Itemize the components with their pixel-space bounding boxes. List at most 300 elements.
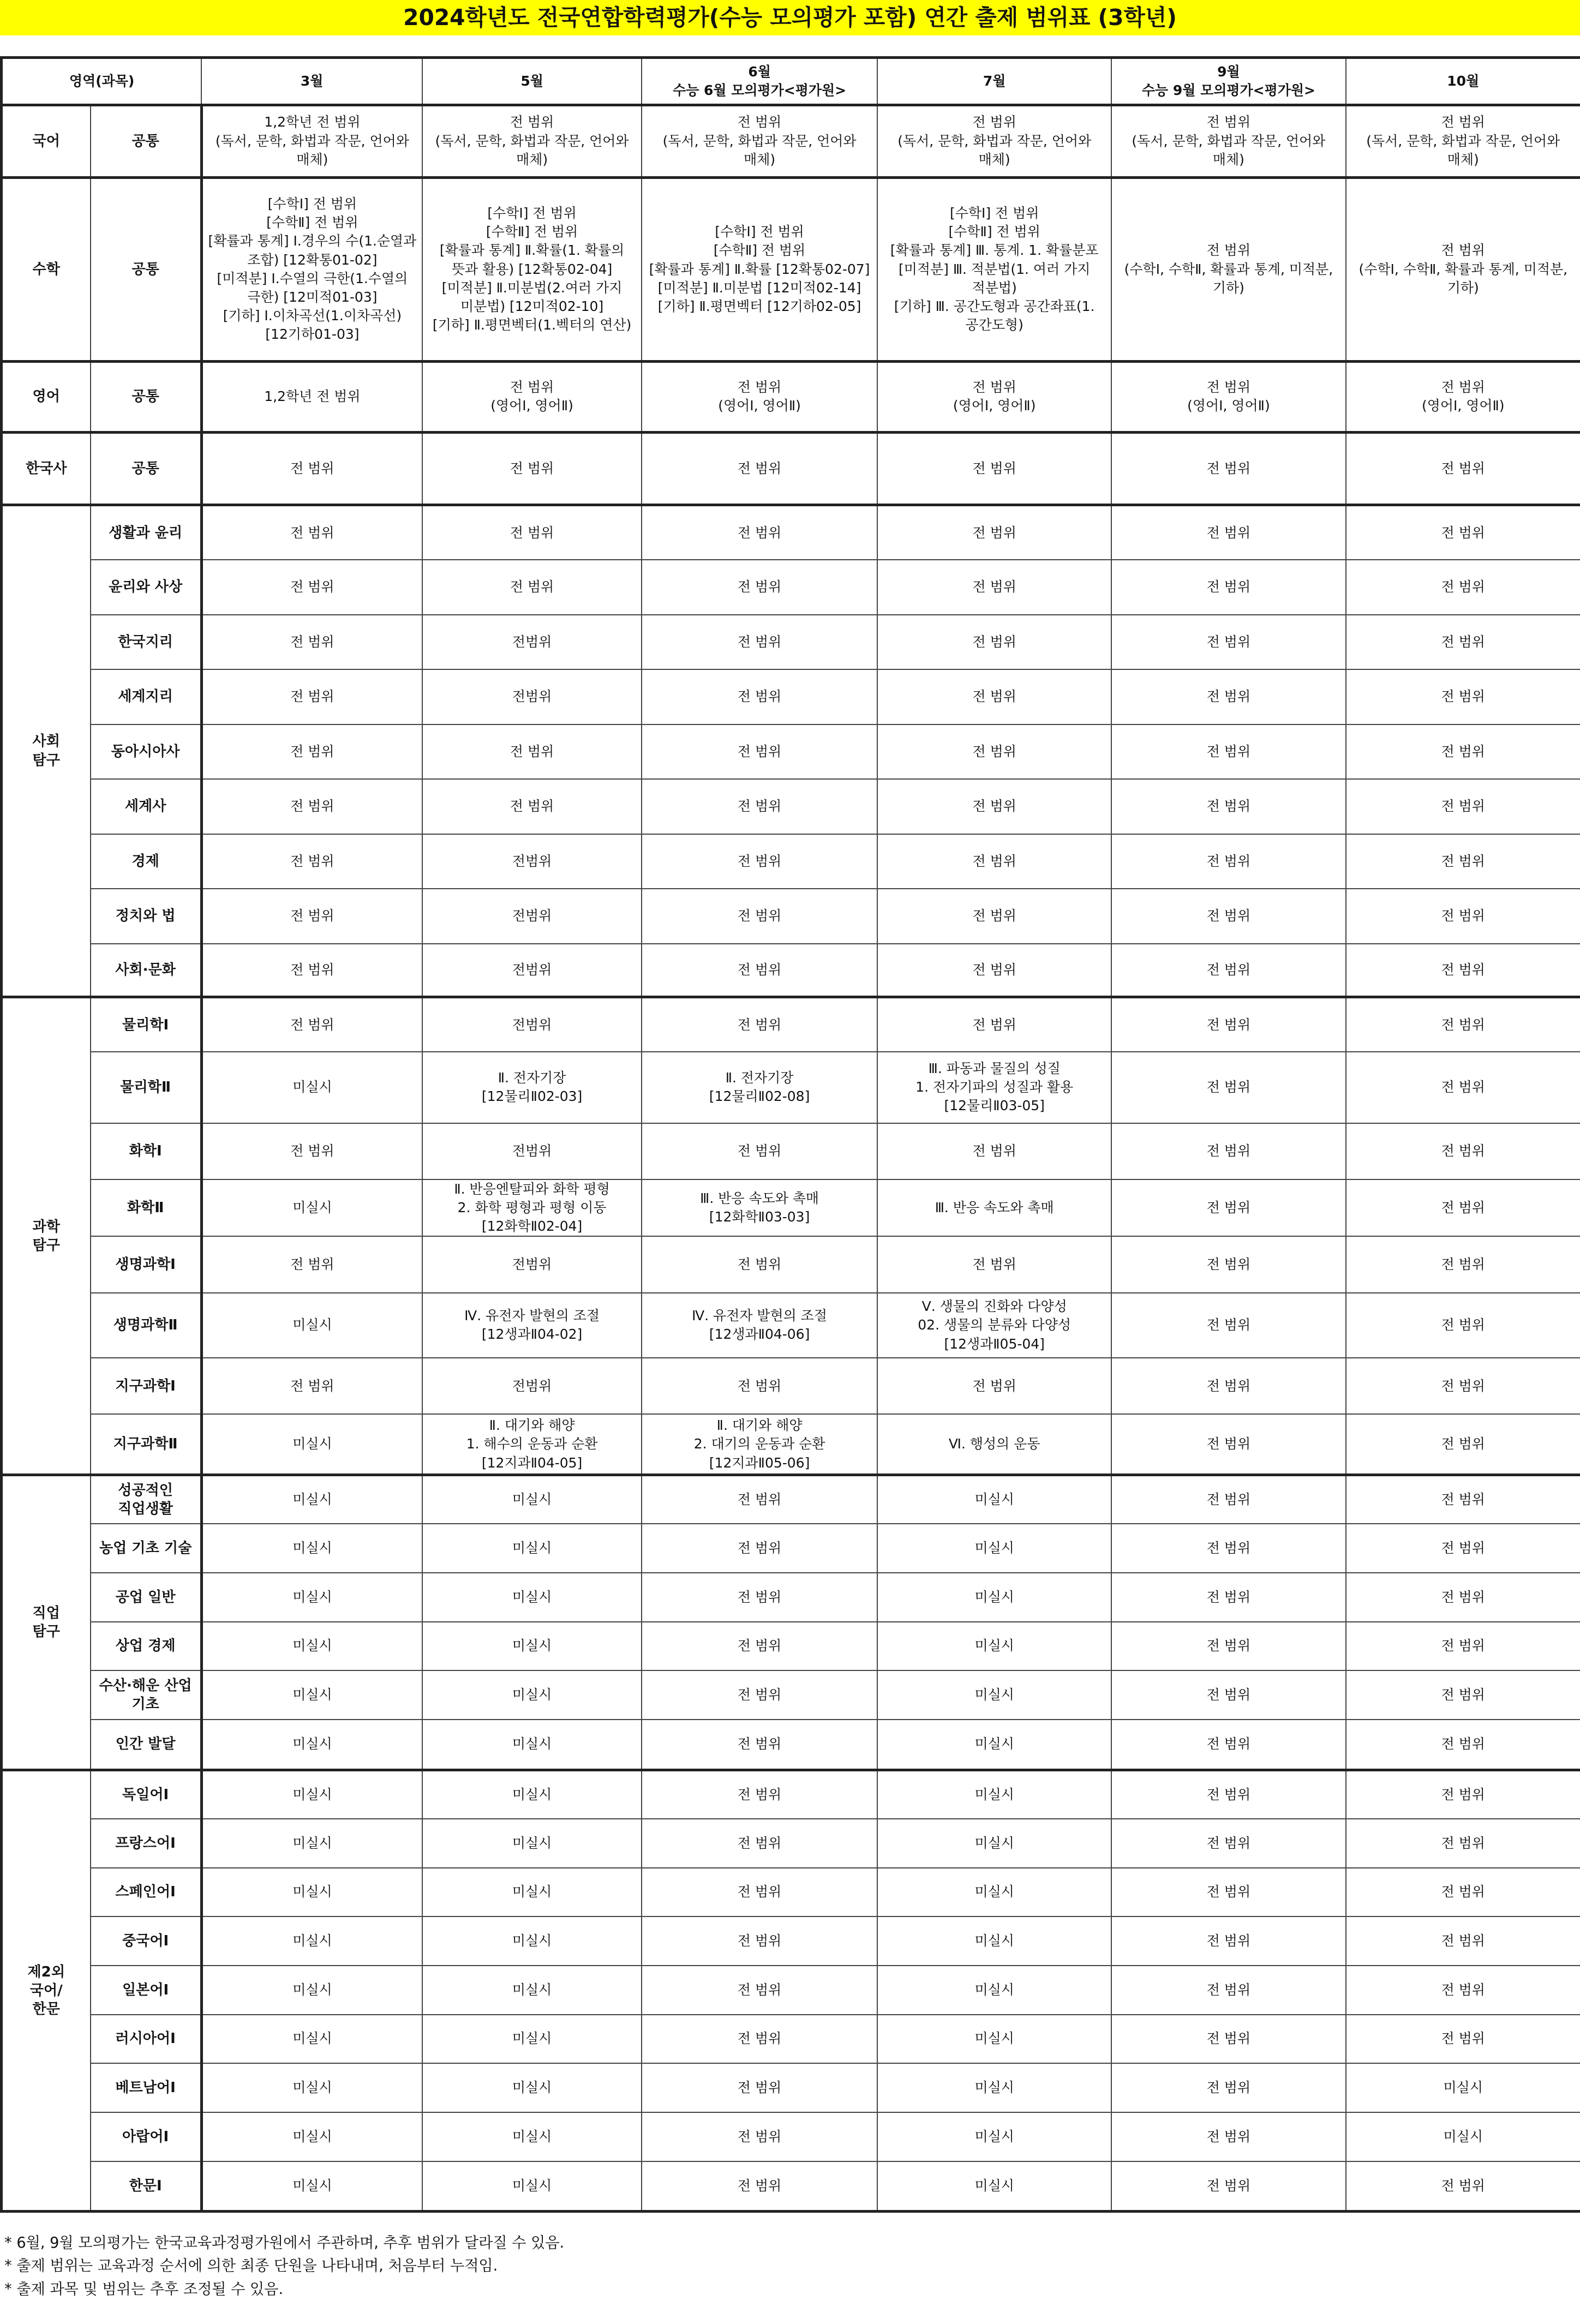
subject-label: 지구과학Ⅰ	[91, 1358, 202, 1414]
scope-cell: 전 범위	[1111, 615, 1345, 670]
scope-cell: 전 범위	[1111, 669, 1345, 724]
exam-scope-table	[0, 56, 1580, 2213]
scope-cell: 전 범위	[201, 433, 422, 505]
scope-cell: 전 범위 (독서, 문학, 화법과 작문, 언어와 매체)	[1111, 105, 1345, 177]
scope-cell: 전 범위	[1111, 1868, 1345, 1917]
scope-cell: 미실시	[877, 2063, 1111, 2112]
scope-cell: 미실시	[1346, 2112, 1580, 2161]
subject-label: 일본어Ⅰ	[91, 1966, 202, 2015]
table-row	[2, 724, 1580, 780]
scope-cell: 전 범위	[1111, 834, 1345, 889]
table-row	[2, 2161, 1580, 2212]
scope-cell: Ⅱ. 전자기장 [12물리Ⅱ02-03]	[422, 1052, 642, 1123]
subject-label: 정치와 법	[91, 889, 202, 944]
table-row	[2, 615, 1580, 670]
scope-cell: 전범위	[422, 889, 642, 944]
area-label: 수학	[2, 177, 91, 361]
scope-cell: 전 범위	[642, 779, 877, 834]
table-row	[2, 1720, 1580, 1770]
scope-cell: 전 범위	[642, 834, 877, 889]
scope-cell: 전 범위 (영어Ⅰ, 영어Ⅱ)	[1346, 361, 1580, 432]
scope-cell: 전 범위	[642, 889, 877, 944]
area-label: 사회 탐구	[2, 505, 91, 997]
scope-cell: 전 범위 (영어Ⅰ, 영어Ⅱ)	[1111, 361, 1345, 432]
scope-cell: 전 범위	[1111, 997, 1345, 1052]
scope-cell: 미실시	[422, 1819, 642, 1868]
scope-cell: 전 범위	[877, 433, 1111, 505]
subject-label: 세계사	[91, 779, 202, 834]
scope-cell: 전 범위	[642, 1358, 877, 1414]
scope-cell: 미실시	[201, 2161, 422, 2212]
scope-cell: 전 범위	[201, 834, 422, 889]
scope-cell: Ⅵ. 행성의 운동	[877, 1414, 1111, 1475]
scope-cell: 전 범위	[201, 779, 422, 834]
scope-cell: 전 범위	[1111, 779, 1345, 834]
subject-label: 베트남어Ⅰ	[91, 2063, 202, 2112]
scope-cell: [수학Ⅰ] 전 범위 [수학Ⅱ] 전 범위 [확률과 통계] Ⅰ.경우의 수(1.순열과 조합) [12확통01-02] [미적분] Ⅰ.수열의 극한(1.수열의 극한) [12미적01-03] [기하] Ⅰ.이차곡선(1.이차곡선) [12기하01-03]	[201, 177, 422, 361]
scope-cell: 전 범위	[1111, 944, 1345, 997]
scope-cell: 전 범위 (독서, 문학, 화법과 작문, 언어와 매체)	[422, 105, 642, 177]
header-month: 7월	[877, 58, 1111, 105]
subject-label: 공통	[91, 105, 202, 177]
scope-cell: 전범위	[422, 834, 642, 889]
table-row	[2, 2112, 1580, 2161]
subject-label: 상업 경제	[91, 1622, 202, 1671]
scope-cell: 미실시	[877, 1720, 1111, 1770]
subject-label: 윤리와 사상	[91, 560, 202, 615]
scope-cell: 전 범위	[1346, 1414, 1580, 1475]
scope-cell: 전 범위	[1111, 1236, 1345, 1292]
scope-cell: 전 범위	[642, 1819, 877, 1868]
scope-cell: 미실시	[877, 2015, 1111, 2064]
scope-cell: 미실시	[877, 1868, 1111, 1917]
scope-cell: 전 범위	[1346, 724, 1580, 780]
scope-cell: 전 범위	[877, 505, 1111, 560]
scope-cell: 전 범위	[642, 669, 877, 724]
scope-cell: 전 범위 (영어Ⅰ, 영어Ⅱ)	[877, 361, 1111, 432]
scope-cell: 전 범위	[642, 1573, 877, 1622]
subject-label: 중국어Ⅰ	[91, 1916, 202, 1966]
scope-cell: 미실시	[201, 1622, 422, 1671]
subject-label: 공통	[91, 177, 202, 361]
scope-cell: 전 범위	[642, 2063, 877, 2112]
scope-cell: 미실시	[201, 1052, 422, 1123]
subject-label: 공업 일반	[91, 1573, 202, 1622]
scope-cell: 미실시	[201, 1868, 422, 1917]
scope-cell: 전 범위	[642, 724, 877, 780]
scope-cell: 미실시	[877, 1622, 1111, 1671]
scope-cell: 전범위	[422, 1236, 642, 1292]
scope-cell: 전 범위	[1111, 433, 1345, 505]
scope-cell: 전 범위	[1111, 889, 1345, 944]
area-label: 과학 탐구	[2, 997, 91, 1475]
scope-cell: 전 범위	[642, 1475, 877, 1524]
area-label: 영어	[2, 361, 91, 432]
scope-cell: 전 범위	[422, 560, 642, 615]
scope-cell: 미실시	[201, 1720, 422, 1770]
table-row	[2, 1966, 1580, 2015]
table-row	[2, 1236, 1580, 1292]
subject-label: 러시아어Ⅰ	[91, 2015, 202, 2064]
scope-cell: 전 범위	[877, 834, 1111, 889]
scope-cell: 전범위	[422, 1123, 642, 1179]
area-label: 직업 탐구	[2, 1475, 91, 1770]
scope-cell: 미실시	[201, 1414, 422, 1475]
scope-cell: 전 범위	[1111, 1358, 1345, 1414]
table-row	[2, 779, 1580, 834]
table-row	[2, 433, 1580, 505]
table-row	[2, 997, 1580, 1052]
scope-cell: 전 범위	[201, 944, 422, 997]
scope-cell: 전 범위	[877, 889, 1111, 944]
table-row	[2, 1670, 1580, 1720]
scope-cell: 미실시	[201, 1293, 422, 1358]
scope-cell: 전 범위	[1346, 1293, 1580, 1358]
scope-cell: 미실시	[201, 2063, 422, 2112]
subject-label: 생명과학Ⅰ	[91, 1236, 202, 1292]
scope-cell: 전 범위 (수학Ⅰ, 수학Ⅱ, 확률과 통계, 미적분, 기하)	[1111, 177, 1345, 361]
scope-cell: 미실시	[201, 2015, 422, 2064]
table-row	[2, 105, 1580, 177]
scope-cell: 전 범위	[1346, 560, 1580, 615]
document-title: 2024학년도 전국연합학력평가(수능 모의평가 포함) 연간 출제 범위표 (3학년)	[0, 0, 1580, 35]
scope-cell: 전 범위	[1111, 2015, 1345, 2064]
scope-cell: 미실시	[1346, 2063, 1580, 2112]
scope-cell: 미실시	[422, 1622, 642, 1671]
scope-cell: 미실시	[877, 2112, 1111, 2161]
scope-cell: 전 범위	[1111, 1770, 1345, 1819]
scope-cell: 전 범위	[1111, 2161, 1345, 2212]
scope-cell: 미실시	[877, 1770, 1111, 1819]
scope-cell: 전 범위	[1346, 834, 1580, 889]
scope-cell: [수학Ⅰ] 전 범위 [수학Ⅱ] 전 범위 [확률과 통계] Ⅲ. 통계. 1. 확률분포 [미적분] Ⅲ. 적분법(1. 여러 가지 적분법) [기하] Ⅲ. 공간도형과 공간좌표(1. 공간도형)	[877, 177, 1111, 361]
scope-cell: 전 범위	[1111, 1819, 1345, 1868]
scope-cell: 전 범위	[201, 615, 422, 670]
scope-cell: 전 범위	[642, 1670, 877, 1720]
scope-cell: 전 범위	[1346, 997, 1580, 1052]
subject-label: 독일어Ⅰ	[91, 1770, 202, 1819]
scope-cell: 미실시	[422, 1524, 642, 1573]
footnotes	[4, 2232, 564, 2301]
scope-cell: 미실시	[877, 2161, 1111, 2212]
subject-label: 생활과 윤리	[91, 505, 202, 560]
footnote: * 출제 범위는 교육과정 순서에 의한 최종 단원을 나타내며, 처음부터 누적임.	[4, 2255, 564, 2278]
table-row	[2, 1179, 1580, 1237]
subject-label: 화학Ⅰ	[91, 1123, 202, 1179]
subject-label: 물리학Ⅱ	[91, 1052, 202, 1123]
scope-cell: Ⅳ. 유전자 발현의 조절 [12생과Ⅱ04-06]	[642, 1293, 877, 1358]
scope-cell: 전 범위	[1111, 1052, 1345, 1123]
scope-cell: 전 범위	[1346, 1573, 1580, 1622]
table-row	[2, 1770, 1580, 1819]
subject-label: 세계지리	[91, 669, 202, 724]
scope-cell: 1,2학년 전 범위	[201, 361, 422, 432]
table-row	[2, 1414, 1580, 1475]
table-row	[2, 834, 1580, 889]
scope-cell: 전범위	[422, 997, 642, 1052]
area-label: 국어	[2, 105, 91, 177]
scope-cell: 전 범위	[642, 1966, 877, 2015]
table-row	[2, 1916, 1580, 1966]
subject-label: 물리학Ⅰ	[91, 997, 202, 1052]
scope-cell: 미실시	[422, 1475, 642, 1524]
footnote: * 출제 과목 및 범위는 추후 조정될 수 있음.	[4, 2278, 564, 2301]
scope-cell: 미실시	[422, 1868, 642, 1917]
scope-cell: 전 범위	[1346, 505, 1580, 560]
scope-cell: 미실시	[877, 1475, 1111, 1524]
scope-cell: 전 범위	[1346, 944, 1580, 997]
scope-cell: [수학Ⅰ] 전 범위 [수학Ⅱ] 전 범위 [확률과 통계] Ⅱ.확률 [12확통02-07] [미적분] Ⅱ.미분법 [12미적02-14] [기하] Ⅱ.평면벡터 [12기하02-05]	[642, 177, 877, 361]
scope-cell: 전 범위	[642, 615, 877, 670]
table-row	[2, 889, 1580, 944]
scope-cell: Ⅲ. 반응 속도와 촉매	[877, 1179, 1111, 1237]
scope-cell: 전 범위	[201, 997, 422, 1052]
scope-cell: 전 범위	[642, 944, 877, 997]
scope-cell: 전 범위	[877, 1123, 1111, 1179]
subject-label: 스페인어Ⅰ	[91, 1868, 202, 1917]
scope-cell: 전 범위	[642, 2161, 877, 2212]
table-row	[2, 1573, 1580, 1622]
scope-cell: 전범위	[422, 669, 642, 724]
scope-cell: Ⅳ. 유전자 발현의 조절 [12생과Ⅱ04-02]	[422, 1293, 642, 1358]
scope-cell: 전범위	[422, 615, 642, 670]
scope-cell: 전 범위	[877, 724, 1111, 780]
scope-cell: 전 범위	[1346, 1524, 1580, 1573]
subject-label: 수산·해운 산업 기초	[91, 1670, 202, 1720]
scope-cell: 전 범위	[877, 944, 1111, 997]
scope-cell: 전 범위	[1346, 1052, 1580, 1123]
scope-cell: 전 범위	[1111, 1293, 1345, 1358]
scope-cell: 미실시	[877, 1573, 1111, 1622]
scope-cell: 전 범위	[1346, 1966, 1580, 2015]
scope-cell: 전 범위	[1346, 1770, 1580, 1819]
scope-cell: 전 범위	[1111, 1179, 1345, 1237]
scope-cell: 전 범위	[1346, 889, 1580, 944]
scope-cell: 전 범위	[1346, 1179, 1580, 1237]
scope-cell: 전 범위	[642, 1770, 877, 1819]
scope-cell: 전 범위	[1346, 1358, 1580, 1414]
scope-cell: 전 범위	[201, 669, 422, 724]
scope-cell: 전 범위 (독서, 문학, 화법과 작문, 언어와 매체)	[877, 105, 1111, 177]
scope-cell: [수학Ⅰ] 전 범위 [수학Ⅱ] 전 범위 [확률과 통계] Ⅱ.확률(1. 확률의 뜻과 활용) [12확통02-04] [미적분] Ⅱ.미분법(2.여러 가지 미분법) [12미적02-10] [기하] Ⅱ.평면벡터(1.벡터의 연산)	[422, 177, 642, 361]
scope-cell: 전 범위	[201, 1358, 422, 1414]
scope-cell: 전 범위	[1111, 1966, 1345, 2015]
scope-cell: 전 범위	[1346, 1916, 1580, 1966]
scope-cell: Ⅲ. 반응 속도와 촉매 [12화학Ⅱ03-03]	[642, 1179, 877, 1237]
scope-cell: 전 범위	[877, 997, 1111, 1052]
subject-label: 생명과학Ⅱ	[91, 1293, 202, 1358]
subject-label: 화학Ⅱ	[91, 1179, 202, 1237]
table-row	[2, 2063, 1580, 2112]
table-row	[2, 1358, 1580, 1414]
scope-cell: 전 범위	[642, 1622, 877, 1671]
scope-cell: Ⅱ. 대기와 해양 2. 대기의 운동과 순환 [12지과Ⅱ05-06]	[642, 1414, 877, 1475]
scope-cell: 전 범위	[422, 724, 642, 780]
scope-cell: 전 범위	[1111, 505, 1345, 560]
scope-cell: 전 범위 (독서, 문학, 화법과 작문, 언어와 매체)	[642, 105, 877, 177]
scope-cell: 전 범위	[1346, 1622, 1580, 1671]
scope-cell: 전 범위 (영어Ⅰ, 영어Ⅱ)	[422, 361, 642, 432]
scope-cell: 전 범위	[422, 779, 642, 834]
header-month: 9월 수능 9월 모의평가<평가원>	[1111, 58, 1345, 105]
scope-cell: 전 범위	[642, 1868, 877, 1917]
scope-cell: 전 범위	[1346, 1670, 1580, 1720]
scope-cell: 전 범위	[1111, 1414, 1345, 1475]
scope-cell: 전 범위	[1346, 615, 1580, 670]
scope-cell: 미실시	[422, 2112, 642, 2161]
scope-cell: 전 범위	[642, 433, 877, 505]
scope-cell: 미실시	[877, 1819, 1111, 1868]
scope-cell: 전 범위	[1111, 724, 1345, 780]
scope-cell: 전 범위	[1346, 2161, 1580, 2212]
scope-cell: 미실시	[201, 1966, 422, 2015]
scope-cell: 미실시	[201, 1179, 422, 1237]
scope-cell: 전 범위	[1111, 1573, 1345, 1622]
scope-cell: 전 범위	[1346, 779, 1580, 834]
subject-label: 한문Ⅰ	[91, 2161, 202, 2212]
scope-cell: 전 범위 (영어Ⅰ, 영어Ⅱ)	[642, 361, 877, 432]
scope-cell: 미실시	[201, 1524, 422, 1573]
scope-cell: 전 범위	[1346, 433, 1580, 505]
scope-cell: Ⅴ. 생물의 진화와 다양성 02. 생물의 분류와 다양성 [12생과Ⅱ05-04]	[877, 1293, 1111, 1358]
area-label: 제2외 국어/ 한문	[2, 1770, 91, 2211]
scope-cell: 전 범위	[877, 779, 1111, 834]
scope-cell: 미실시	[422, 1770, 642, 1819]
scope-cell: 전 범위	[642, 505, 877, 560]
scope-cell: 미실시	[201, 1770, 422, 1819]
table-row	[2, 1293, 1580, 1358]
scope-cell: 전 범위	[1346, 1720, 1580, 1770]
scope-cell: 전 범위	[1346, 1868, 1580, 1917]
scope-cell: 전 범위	[1346, 669, 1580, 724]
scope-cell: 미실시	[422, 2015, 642, 2064]
table-row	[2, 1052, 1580, 1123]
subject-label: 프랑스어Ⅰ	[91, 1819, 202, 1868]
scope-cell: 전 범위	[1111, 1670, 1345, 1720]
scope-cell: 전 범위	[1346, 1236, 1580, 1292]
scope-cell: 미실시	[201, 1573, 422, 1622]
scope-cell: 전 범위	[642, 1123, 877, 1179]
scope-cell: 전 범위	[1111, 1524, 1345, 1573]
header-month: 5월	[422, 58, 642, 105]
scope-cell: Ⅱ. 대기와 해양 1. 해수의 운동과 순환 [12지과Ⅱ04-05]	[422, 1414, 642, 1475]
header-month: 6월 수능 6월 모의평가<평가원>	[642, 58, 877, 105]
table-row	[2, 505, 1580, 560]
scope-cell: 미실시	[422, 2161, 642, 2212]
scope-cell: 전 범위	[642, 1236, 877, 1292]
scope-cell: 전 범위	[1346, 1123, 1580, 1179]
scope-cell: 전 범위	[201, 889, 422, 944]
header-month: 3월	[201, 58, 422, 105]
header-month: 10월	[1346, 58, 1580, 105]
scope-cell: 미실시	[877, 1916, 1111, 1966]
scope-cell: 전 범위	[877, 669, 1111, 724]
scope-cell: 전 범위	[201, 1236, 422, 1292]
scope-cell: 전 범위	[642, 2112, 877, 2161]
scope-cell: 미실시	[422, 1670, 642, 1720]
scope-cell: 전 범위	[642, 2015, 877, 2064]
scope-cell: 미실시	[422, 1720, 642, 1770]
scope-cell: 전 범위	[877, 1236, 1111, 1292]
scope-cell: Ⅲ. 파동과 물질의 성질 1. 전자기파의 성질과 활용 [12물리Ⅱ03-05]	[877, 1052, 1111, 1123]
table-row	[2, 1819, 1580, 1868]
subject-label: 사회·문화	[91, 944, 202, 997]
table-row	[2, 2015, 1580, 2064]
scope-cell: 전 범위	[642, 1916, 877, 1966]
scope-cell: 전 범위	[877, 615, 1111, 670]
scope-cell: 전 범위	[422, 433, 642, 505]
table-row	[2, 1524, 1580, 1573]
scope-cell: Ⅱ. 전자기장 [12물리Ⅱ02-08]	[642, 1052, 877, 1123]
table-row	[2, 1622, 1580, 1671]
table-row	[2, 177, 1580, 361]
scope-cell: 전 범위	[1111, 1720, 1345, 1770]
scope-cell: 전 범위	[201, 724, 422, 780]
scope-cell: 전 범위	[1111, 560, 1345, 615]
scope-cell: 전 범위	[1346, 1475, 1580, 1524]
scope-cell: 미실시	[877, 1966, 1111, 2015]
subject-label: 성공적인 직업생활	[91, 1475, 202, 1524]
scope-cell: 전 범위	[1111, 1622, 1345, 1671]
scope-cell: 미실시	[877, 1670, 1111, 1720]
table-row	[2, 669, 1580, 724]
scope-cell: 미실시	[877, 1524, 1111, 1573]
scope-cell: Ⅱ. 반응엔탈피와 화학 평형 2. 화학 평형과 평형 이동 [12화학Ⅱ02-04]	[422, 1179, 642, 1237]
header-area: 영역(과목)	[2, 58, 202, 105]
scope-cell: 전 범위	[642, 560, 877, 615]
scope-cell: 미실시	[422, 1573, 642, 1622]
scope-cell: 미실시	[201, 1670, 422, 1720]
scope-cell: 미실시	[201, 2112, 422, 2161]
scope-cell: 전범위	[422, 944, 642, 997]
scope-cell: 미실시	[201, 1916, 422, 1966]
scope-cell: 미실시	[201, 1475, 422, 1524]
scope-cell: 전 범위 (수학Ⅰ, 수학Ⅱ, 확률과 통계, 미적분, 기하)	[1346, 177, 1580, 361]
subject-label: 공통	[91, 361, 202, 432]
table-row	[2, 560, 1580, 615]
scope-cell: 전 범위	[1111, 1123, 1345, 1179]
scope-cell: 전 범위	[642, 1524, 877, 1573]
subject-label: 지구과학Ⅱ	[91, 1414, 202, 1475]
scope-cell: 전 범위 (독서, 문학, 화법과 작문, 언어와 매체)	[1346, 105, 1580, 177]
scope-cell: 전 범위	[1111, 1916, 1345, 1966]
table-row	[2, 361, 1580, 432]
scope-cell: 미실시	[201, 1819, 422, 1868]
table-row	[2, 944, 1580, 997]
subject-label: 경제	[91, 834, 202, 889]
scope-cell: 전 범위	[1346, 1819, 1580, 1868]
scope-cell: 전범위	[422, 1358, 642, 1414]
header-row	[2, 58, 1580, 105]
subject-label: 농업 기초 기술	[91, 1524, 202, 1573]
subject-label: 동아시아사	[91, 724, 202, 780]
subject-label: 한국지리	[91, 615, 202, 670]
area-label: 한국사	[2, 433, 91, 505]
scope-cell: 전 범위	[201, 505, 422, 560]
scope-cell: 전 범위	[642, 997, 877, 1052]
scope-cell: 전 범위	[201, 1123, 422, 1179]
scope-cell: 1,2학년 전 범위 (독서, 문학, 화법과 작문, 언어와 매체)	[201, 105, 422, 177]
scope-cell: 전 범위	[1111, 1475, 1345, 1524]
subject-label: 공통	[91, 433, 202, 505]
scope-cell: 미실시	[422, 1916, 642, 1966]
table-row	[2, 1475, 1580, 1524]
scope-cell: 전 범위	[201, 560, 422, 615]
scope-cell: 전 범위	[1111, 2112, 1345, 2161]
scope-cell: 전 범위	[422, 505, 642, 560]
scope-cell: 미실시	[422, 2063, 642, 2112]
scope-cell: 전 범위	[877, 560, 1111, 615]
